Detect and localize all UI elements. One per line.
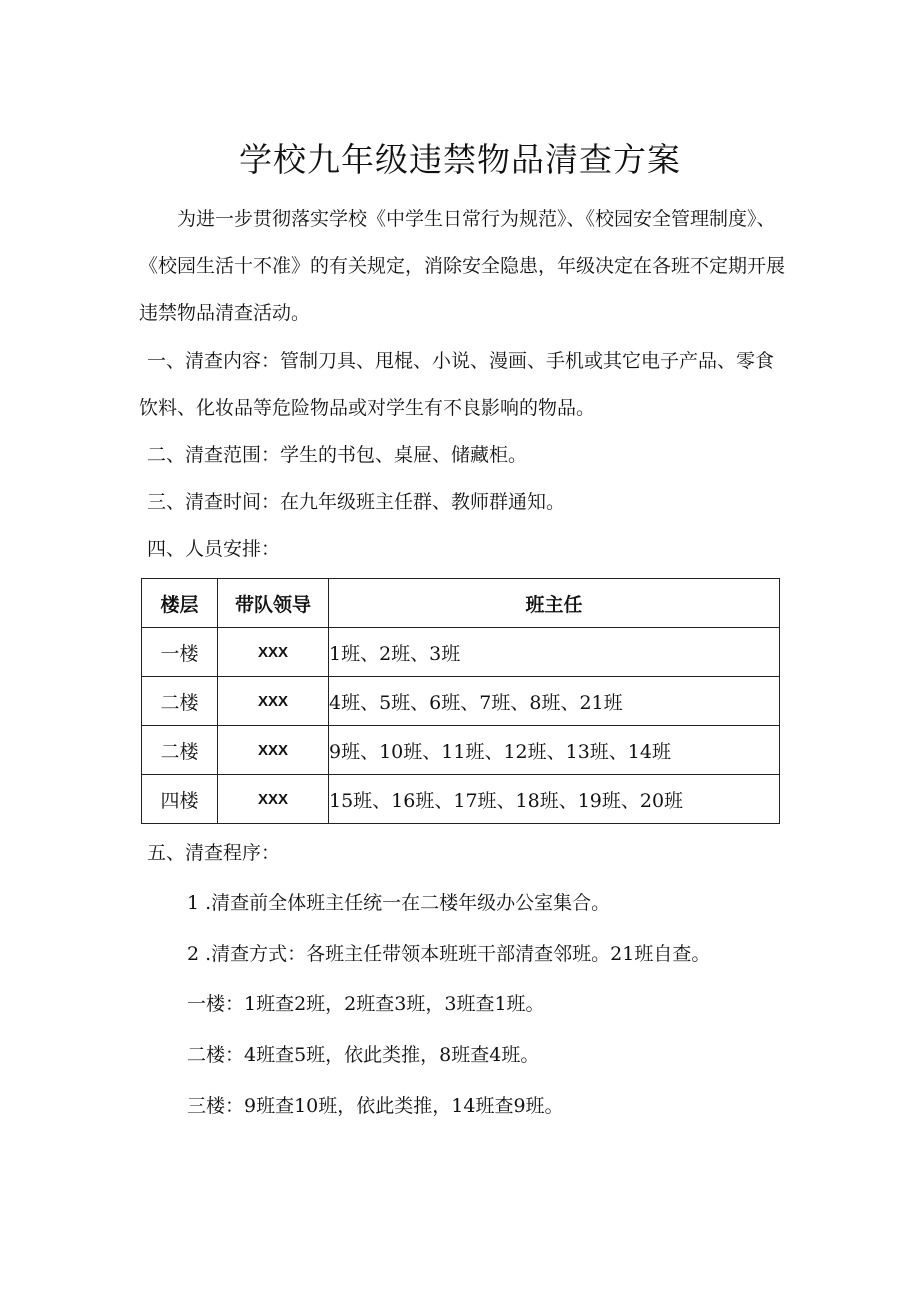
- section-scope: 二、清查范围：学生的书包、桌屉、储藏柜。: [147, 444, 528, 466]
- table-row: [142, 677, 780, 726]
- floor-check-detail: 一楼：1班查2班，2班查3班，3班查1班。: [187, 993, 545, 1015]
- leader-cell: XXX: [218, 726, 329, 775]
- header-leader: 带队领导: [218, 579, 329, 628]
- header-floor: 楼层: [142, 579, 218, 628]
- leader-cell: XXX: [218, 677, 329, 726]
- staff-table: [141, 578, 780, 824]
- document-title: 学校九年级违禁物品清查方案: [239, 140, 681, 180]
- classes-cell: 1班、2班、3班: [329, 628, 780, 677]
- leader-cell: XXX: [218, 628, 329, 677]
- section-staffing-heading: 四、人员安排：: [147, 538, 281, 560]
- classes-cell: 9班、10班、11班、12班、13班、14班: [329, 726, 780, 775]
- procedure-step: 1 .清查前全体班主任统一在二楼年级办公室集合。: [187, 892, 611, 914]
- table-row: [142, 628, 780, 677]
- intro-paragraph: 为进一步贯彻落实学校《中学生日常行为规范》、《校园安全管理制度》、《校园生活十不准》的有关规定，消除安全隐患，年级决定在各班不定期开展违禁物品清查活动。: [139, 208, 786, 324]
- table-header-row: [142, 579, 780, 628]
- floor-cell: 二楼: [142, 677, 218, 726]
- section-time: 三、清查时间：在九年级班主任群、教师群通知。: [147, 491, 566, 513]
- floor-check-detail: 二楼：4班查5班，依此类推，8班查4班。: [187, 1044, 540, 1066]
- procedure-step: 2 .清查方式：各班主任带领本班班干部清查邻班。21班自查。: [187, 943, 711, 965]
- header-head-teachers: 班主任: [329, 579, 780, 628]
- classes-cell: 4班、5班、6班、7班、8班、21班: [329, 677, 780, 726]
- table-row: [142, 726, 780, 775]
- classes-cell: 15班、16班、17班、18班、19班、20班: [329, 775, 780, 824]
- table-row: [142, 775, 780, 824]
- leader-cell: XXX: [218, 775, 329, 824]
- section-procedure-heading: 五、清查程序：: [147, 842, 281, 864]
- floor-cell: 二楼: [142, 726, 218, 775]
- section-content-items: 一、清查内容：管制刀具、甩棍、小说、漫画、手机或其它电子产品、零食饮料、化妆品等危险物品或对学生有不良影响的物品。: [139, 350, 775, 419]
- floor-cell: 四楼: [142, 775, 218, 824]
- floor-check-detail: 三楼：9班查10班，依此类推，14班查9班。: [187, 1095, 564, 1117]
- floor-cell: 一楼: [142, 628, 218, 677]
